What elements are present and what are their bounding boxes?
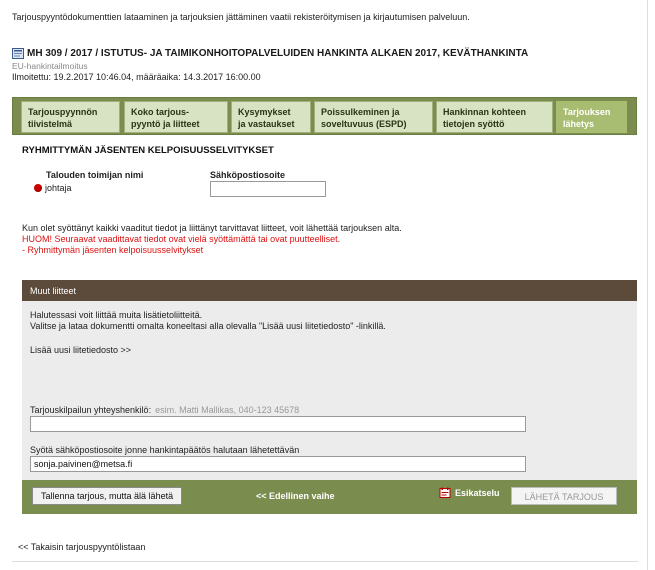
tab-label: tietojen syöttö xyxy=(443,119,505,129)
right-divider xyxy=(647,0,648,570)
notice-title-row xyxy=(12,48,528,59)
tab-questions[interactable] xyxy=(231,101,311,133)
bottom-divider xyxy=(12,561,638,562)
previous-step-link[interactable]: << Edellinen vaihe xyxy=(256,491,335,501)
attachments-header: Muut liitteet xyxy=(22,280,637,301)
tab-label: Koko tarjous- xyxy=(131,107,190,117)
add-attachment-link[interactable]: Lisää uusi liitetiedosto >> xyxy=(30,345,132,355)
tab-label: Poissulkeminen ja xyxy=(321,107,400,117)
tab-object-data[interactable] xyxy=(436,101,553,133)
decision-email-input[interactable] xyxy=(30,456,526,472)
tab-espd[interactable] xyxy=(314,101,433,133)
contact-person-input[interactable] xyxy=(30,416,526,432)
tab-label: pyyntö ja liitteet xyxy=(131,119,200,129)
tab-label: ja vastaukset xyxy=(238,119,295,129)
email-header: Sähköpostiosoite xyxy=(210,170,286,180)
tab-label: tiivistelmä xyxy=(28,119,73,129)
contact-hint: esim. Matti Mallikas, 040-123 45678 xyxy=(155,405,300,415)
preview-link[interactable] xyxy=(439,487,500,499)
document-icon xyxy=(12,48,24,59)
back-to-list-link[interactable]: << Takaisin tarjouspyyntölistaan xyxy=(18,542,146,552)
preview-icon xyxy=(439,487,451,499)
contact-label-row xyxy=(30,405,299,415)
step-tabs xyxy=(12,97,637,135)
status-dot-icon xyxy=(34,184,42,192)
tab-label: Tarjouspyynnön xyxy=(28,107,98,117)
tab-label: soveltuvuus (ESPD) xyxy=(321,119,407,129)
tab-send-offer[interactable] xyxy=(556,101,627,133)
info-message: Kun olet syöttänyt kaikki vaaditut tiedot ja liittänyt tarvittavat liitteet, voit lähettää tarjouksen alta. xyxy=(22,223,402,233)
attachments-text: Halutessasi voit liittää muita lisätietoliitteitä. xyxy=(30,310,203,320)
save-draft-button[interactable]: Tallenna tarjous, mutta älä lähetä xyxy=(32,487,182,505)
notice-subtitle: EU-hankintailmoitus xyxy=(12,61,88,71)
group-section-title: RYHMITTYMÄN JÄSENTEN KELPOISUUSSELVITYKSET xyxy=(22,145,274,156)
tab-label: Tarjouksen xyxy=(563,107,611,117)
contact-label: Tarjouskilpailun yhteyshenkilö: xyxy=(30,405,152,415)
member-email-input[interactable] xyxy=(210,181,326,197)
decision-email-label: Syötä sähköpostiosoite jonne hankintapäätös halutaan lähetettävän xyxy=(30,445,300,455)
preview-label: Esikatselu xyxy=(455,488,500,498)
notice-title: MH 309 / 2017 / ISTUTUS- JA TAIMIKONHOITOPALVELUIDEN HANKINTA ALKAEN 2017, KEVÄTHANKINTA xyxy=(27,48,529,59)
attachments-instructions: Valitse ja lataa dokumentti omalta koneeltasi alla olevalla "Lisää uusi liitetiedosto" -linkillä. xyxy=(30,321,386,331)
operator-name-header: Talouden toimijan nimi xyxy=(46,170,144,180)
intro-text: Tarjouspyyntödokumenttien lataaminen ja tarjouksien jättäminen vaatii rekisteröitymisen ja kirjautumisen palveluun. xyxy=(12,12,470,22)
notice-dates: Ilmoitettu: 19.2.2017 10:46.04, määräaika: 14.3.2017 16:00.00 xyxy=(12,72,261,82)
member-row xyxy=(34,183,72,193)
tab-summary[interactable] xyxy=(21,101,120,133)
missing-item: - Ryhmittymän jäsenten kelpoisuusselvitykset xyxy=(22,245,204,255)
tab-full-request[interactable] xyxy=(124,101,228,133)
member-name: johtaja xyxy=(45,183,72,193)
tab-label: Hankinnan kohteen xyxy=(443,107,527,117)
send-offer-button[interactable]: LÄHETÄ TARJOUS xyxy=(511,487,617,505)
tab-label: Kysymykset xyxy=(238,107,291,117)
warning-message: HUOM! Seuraavat vaadittavat tiedot ovat vielä syöttämättä tai ovat puutteelliset. xyxy=(22,234,341,244)
tab-label: lähetys xyxy=(563,119,595,129)
